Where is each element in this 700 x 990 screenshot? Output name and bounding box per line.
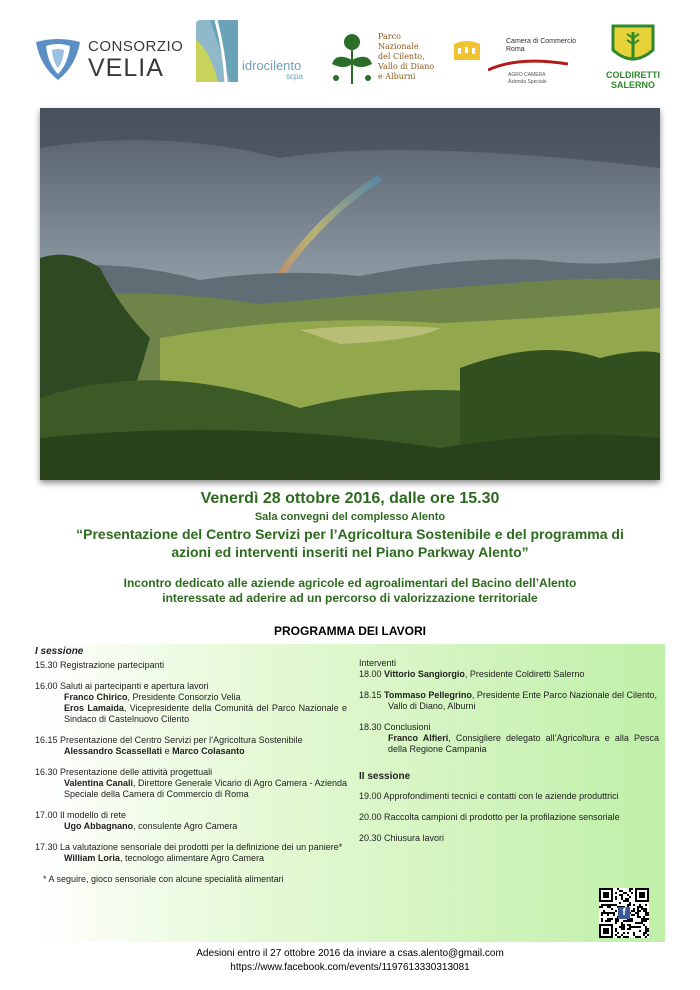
parco-nazionale-logo [328,30,438,90]
event-title-line-2: azioni ed interventi inseriti nel Piano Parkway Alento” [171,544,529,560]
programma-box [35,644,665,942]
parco-line-3: Vallo di Diano [378,62,435,71]
swoosh-icon [488,56,568,72]
wheat-shield-icon [611,24,655,68]
agenda-item: 16.00 Saluti ai partecipanti e apertura lavori Franco Chirico, Presidente Consorzio Velia Eros Lamaida, Vicepresidente della Comunità del Parco Nazionale e Sindaco di Castelnuovo Cilento [35,681,347,724]
speaker-name: Marco Colasanto [172,746,245,756]
idrocilento-mark-icon [196,20,238,82]
velia-label: VELIA [88,54,164,82]
programma-left-column [35,646,347,885]
camera-commercio-logo [452,32,582,88]
agenda-item: 18.30 Conclusioni Franco Alfieri, Consigliere delegato all’Agricoltura e alla Pesca della Regione Campania [359,722,659,754]
speaker-name: Vittorio Sangiorgio [384,669,465,679]
speaker-name: Ugo Abbagnano [64,821,134,831]
speaker-name: Alessandro Scassellati [64,746,163,756]
speaker-name: Franco Chirico [64,692,128,702]
event-subtitle-line-1: Incontro dedicato alle aziende agricole ed agroalimentari del Bacino dell’Alento [123,576,577,590]
logo-strip [0,0,700,100]
footnote: * A seguire, gioco sensoriale con alcune specialità alimentari [43,874,284,884]
event-title-line-1: “Presentazione del Centro Servizi per l’Agricoltura Sostenibile e del programma di [76,526,624,542]
coldiretti-line-2: SALERNO [610,80,655,90]
idrocilento-name: idrocilento [242,58,302,73]
session-2-heading: II sessione [359,771,411,782]
idrocilento-logo [196,20,316,86]
agenda-item: 17.00 Il modello di rete Ugo Abbagnano, consulente Agro Camera [35,810,238,831]
qr-code [599,888,649,938]
speaker-name: William Loria [64,853,120,863]
speaker-name: Tommaso Pellegrino [384,690,472,700]
event-venue: Sala convegni del complesso Alento [254,511,446,523]
camera-line-2: Roma [506,46,525,53]
water-drop-icon [32,36,84,82]
parco-line-1: Parco Nazionale [378,32,419,51]
session-1-heading: I sessione [35,646,84,657]
parco-line-4: e Alburni [378,72,416,81]
colosseum-icon [452,38,482,62]
agenda-item: 20.00 Raccolta campioni di prodotto per la profilazione sensoriale [359,812,620,822]
parco-line-2: del Cilento, [378,52,425,61]
footer-facebook-link[interactable]: https://www.facebook.com/events/1197613330313081 [230,962,470,973]
agenda-item: 15.30 Registrazione partecipanti [35,660,165,670]
camera-line-1: Camera di Commercio [506,38,577,45]
speaker-name: Franco Alfieri [388,733,449,743]
coldiretti-logo [600,24,666,90]
parco-plant-icon [328,30,376,86]
speaker-name: Eros Lamaida [64,703,124,713]
event-date: Venerdì 28 ottobre 2016, dalle ore 15.30 [200,490,500,507]
agenda-item: 16.30 Presentazione delle attività progettuali Valentina Canali, Direttore Generale Vicario di Agro Camera - Azienda Speciale della Camera di Commercio di Roma [35,767,347,799]
consorzio-velia-logo [32,34,182,84]
event-subtitle-line-2: interessate ad aderire ad un percorso di valorizzazione territoriale [162,591,538,605]
agenda-item: 18.15 Tommaso Pellegrino, Presidente Ente Parco Nazionale del Cilento, Vallo di Diano, Alburni [359,690,657,711]
programma-right-column [359,658,659,844]
agenda-item: 19.00 Approfondimenti tecnici e contatti con le aziende produttrici [359,791,619,801]
landscape-photo [40,108,660,480]
footer-signup: Adesioni entro il 27 ottobre 2016 da inviare a csas.alento@gmail.com [196,948,504,959]
facebook-icon: f [618,907,630,919]
agenda-item: 16.15 Presentazione del Centro Servizi per l’Agricoltura Sostenibile Alessandro Scassellati e Marco Colasanto [35,735,303,756]
speaker-name: Valentina Canali [64,778,134,788]
camera-line-3: AGRO CAMERA [508,72,546,78]
programma-title: PROGRAMMA DEI LAVORI [274,624,426,638]
coldiretti-line-1: COLDIRETTI [606,70,660,80]
agenda-item: 20.30 Chiusura lavori [359,833,445,843]
idrocilento-suffix: scpa [286,72,303,81]
consorzio-label: CONSORZIO [88,38,184,55]
agenda-item: Interventi 18.00 Vittorio Sangiorgio, Presidente Coldiretti Salerno [359,658,585,679]
camera-line-4: Azienda Speciale [508,79,547,85]
agenda-item: 17.30 La valutazione sensoriale dei prodotti per la definizione dei un paniere* William Loria, tecnologo alimentare Agro Camera [35,842,343,863]
